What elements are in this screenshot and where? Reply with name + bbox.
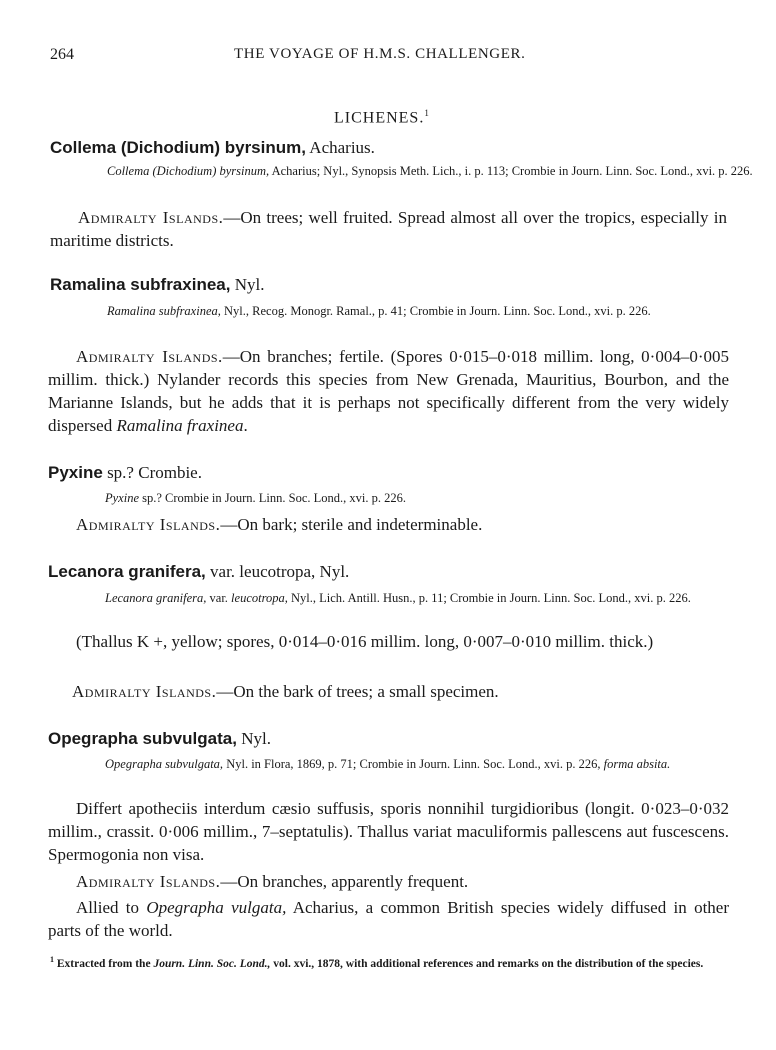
- page-number: 264: [50, 46, 74, 63]
- reference-collema: Collema (Dichodium) byrsinum, Acharius; Nyl., Synopsis Meth. Lich., i. p. 113; Crombie in Journ. Linn. Soc. Lond., xvi. p. 226.: [107, 164, 753, 178]
- locality-label: Admiralty Islands.: [76, 872, 221, 891]
- locality-paragraph-lecanora: Admiralty Islands.—On the bark of trees; a small specimen.: [72, 682, 499, 701]
- locality-paragraph-pyxine: Admiralty Islands.—On bark; sterile and indeterminable.: [76, 515, 483, 534]
- thallus-note-lecanora: (Thallus K +, yellow; spores, 0·014–0·016 millim. long, 0·007–0·010 millim. thick.): [76, 632, 654, 651]
- reference-lecanora: Lecanora granifera, var. leucotropa, Nyl., Lich. Antill. Husn., p. 11; Crombie in Journ. Linn. Soc. Lond., xvi. p. 226.: [105, 591, 691, 605]
- species-heading-ramalina: Ramalina subfraxinea, Nyl.: [50, 275, 265, 294]
- locality-label: Admiralty Islands.: [72, 682, 217, 701]
- species-heading-lecanora: Lecanora granifera, var. leucotropa, Nyl.: [48, 562, 350, 581]
- species-heading-collema: Collema (Dichodium) byrsinum, Acharius.: [50, 138, 375, 157]
- species-heading-opegrapha: Opegrapha subvulgata, Nyl.: [48, 729, 271, 748]
- running-title: THE VOYAGE OF H.M.S. CHALLENGER.: [234, 46, 526, 62]
- reference-pyxine: Pyxine sp.? Crombie in Journ. Linn. Soc. Lond., xvi. p. 226.: [105, 491, 407, 505]
- locality-paragraph-collema: Admiralty Islands.—On trees; well fruited. Spread almost all over the tropics, especially in maritime districts.: [50, 208, 728, 250]
- latin-description-opegrapha: Differt apotheciis interdum cæsio suffusis, sporis nonnihil turgidioribus (longit. 0·023–0·032 millim., crassit. 0·006 millim., 7–septatulis). Thallus variat maculiformis pallescens aut fuscescens. Spermogonia non visa.: [48, 799, 729, 864]
- allied-paragraph-opegrapha: Allied to Opegrapha vulgata, Acharius, a common British species widely diffused in other parts of the world.: [48, 898, 729, 940]
- reference-opegrapha: Opegrapha subvulgata, Nyl. in Flora, 1869, p. 71; Crombie in Journ. Linn. Soc. Lond., xvi. p. 226, forma absita.: [105, 757, 671, 771]
- footnote: $^1$ Extracted from the Journ. Linn. Soc. Lond., vol. xvi., 1878, with additional references and remarks on the distribution of the species.: [50, 955, 704, 970]
- locality-paragraph-ramalina: Admiralty Islands.—On branches; fertile. (Spores 0·015–0·018 millim. long, 0·004–0·005 millim. thick.) Nylander records this species from New Grenada, Mauritius, Bourbon, and the Marianne Islands, but he adds that it is perhaps not specifically different from the very widely dispersed Ramalina fraxinea.: [48, 347, 729, 435]
- locality-paragraph-opegrapha: Admiralty Islands.—On branches, apparently frequent.: [76, 872, 469, 891]
- species-heading-pyxine: Pyxine sp.? Crombie.: [48, 463, 202, 482]
- footnote-marker: 1: [424, 108, 430, 118]
- section-title: LICHENES.$^1$: [334, 108, 430, 127]
- locality-label: Admiralty Islands.: [78, 208, 224, 227]
- reference-ramalina: Ramalina subfraxinea, Nyl., Recog. Monogr. Ramal., p. 41; Crombie in Journ. Linn. Soc. Lond., xvi. p. 226.: [107, 304, 651, 318]
- locality-label: Admiralty Islands.: [76, 347, 223, 366]
- locality-label: Admiralty Islands.: [76, 515, 221, 534]
